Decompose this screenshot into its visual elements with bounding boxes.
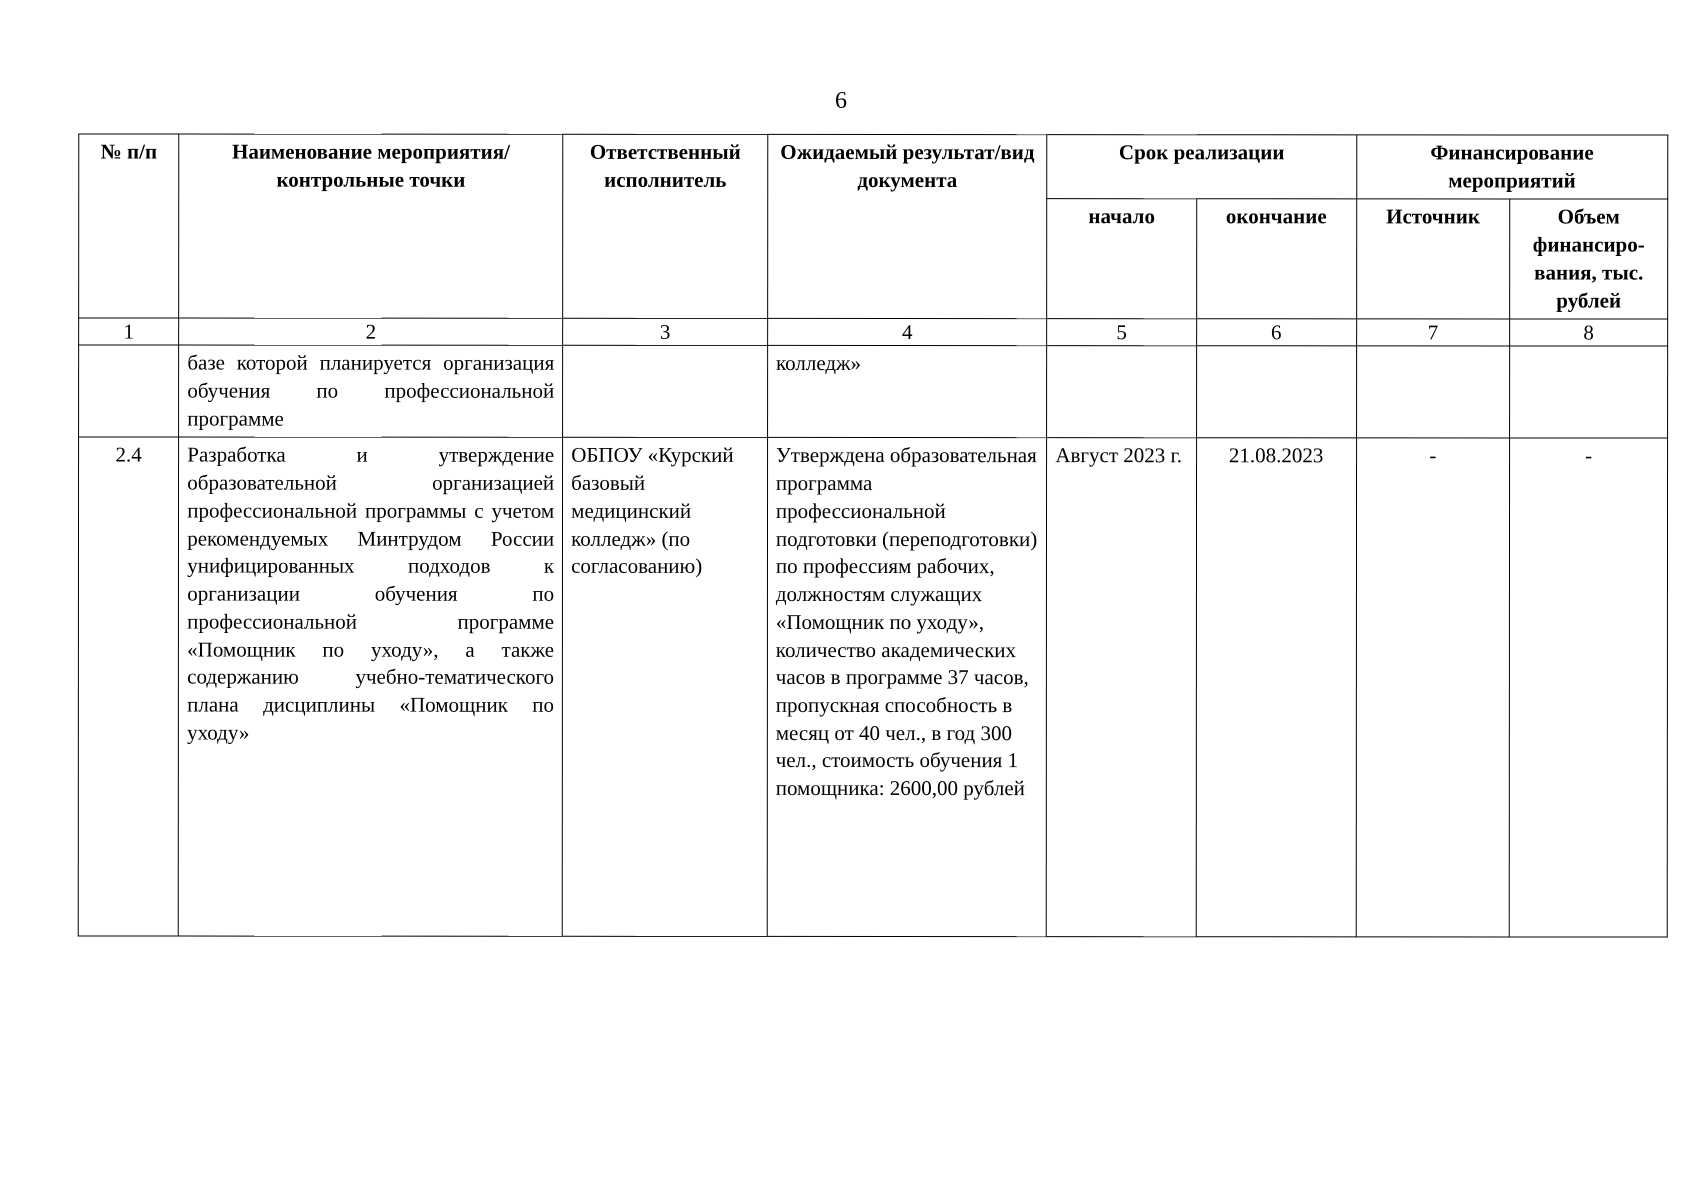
row-name: базе которой планируется организация обучения по профессиональной программе [179,345,563,437]
header-start: начало [1047,199,1196,319]
row-responsible: ОБПОУ «Курский базовый медицинский колледж» (по согласованию) [562,438,767,937]
row-result: Утверждена образовательная программа профессиональной подготовки (переподготовки) по профессиям рабочих, должностям служащих «Помощник по уходу», количество академических часов в программе 37 часов, пропускная способность в месяц от 40 чел., в год 300 чел., стоимость обучения 1 помощника: 2600,00 рублей [767,438,1047,937]
column-number: 1 [79,318,179,345]
header-source: Источник [1356,199,1510,319]
header-responsible: Ответственный исполнитель [563,134,768,318]
row-end [1196,346,1356,438]
column-number: 8 [1510,319,1668,346]
page-number: 6 [835,88,847,114]
column-number: 2 [179,318,563,345]
header-period: Срок реализации [1047,135,1356,200]
header-num: № п/п [79,134,179,318]
row-volume [1510,346,1668,438]
row-source [1356,346,1510,438]
header-volume: Объем финансиро-вания, тыс. рублей [1510,199,1668,319]
row-num [79,345,179,437]
row-num: 2.4 [78,437,179,936]
row-responsible [563,346,768,438]
row-start [1047,346,1196,438]
table-row [79,345,1668,438]
column-number: 3 [563,319,768,346]
row-volume: - [1509,438,1667,937]
header-end: окончание [1196,199,1356,319]
header-result: Ожидаемый результат/вид документа [768,134,1048,319]
column-number: 7 [1356,319,1510,346]
column-number: 5 [1047,319,1196,346]
column-number: 4 [768,319,1047,346]
row-end: 21.08.2023 [1196,438,1356,937]
row-name: Разработка и утверждение образовательной организацией профессиональной программы с учетом рекомендуемых Минтрудом России унифицированных подходов к организации обучения по профессиональной программе «Помощник по уходу», а также содержанию учебно-тематического плана дисциплины «Помощник по уходу» [178,437,562,936]
header-financing: Финансирование мероприятий [1356,135,1667,200]
plan-table [78,133,1669,938]
row-start: Август 2023 г. [1047,438,1197,937]
table-row [78,437,1667,937]
row-result: колледж» [767,346,1046,438]
column-number: 6 [1196,319,1356,346]
column-number-row [79,318,1668,346]
row-source: - [1356,438,1510,937]
header-name: Наименование мероприятия/ контрольные точки [179,134,563,319]
